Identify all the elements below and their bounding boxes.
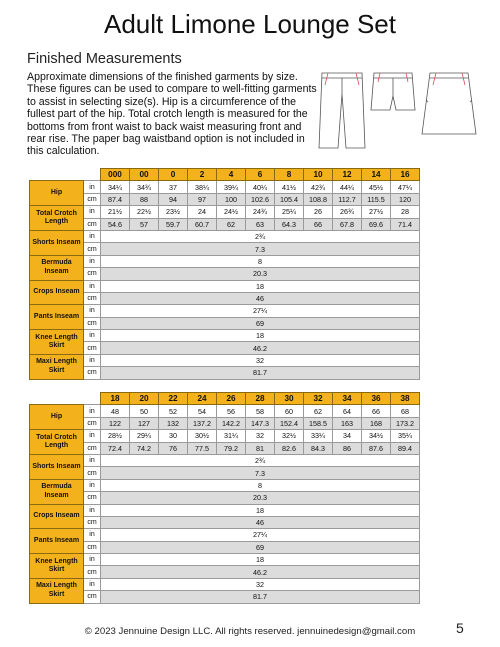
value-cell: 59.7 (159, 218, 188, 230)
value-cell-all-sizes: 69 (101, 317, 420, 329)
measurement-label: Crops Inseam (30, 504, 84, 529)
value-cell: 27½ (362, 206, 391, 218)
table-row (30, 206, 420, 218)
value-cell: 163 (333, 417, 362, 429)
size-header-row (30, 393, 420, 405)
size-header-cell: 28 (246, 393, 275, 405)
value-cell: 24¾ (246, 206, 275, 218)
table-row (30, 405, 420, 417)
size-header-cell: 14 (362, 169, 391, 181)
table-row (30, 317, 420, 329)
unit-cell: cm (84, 566, 101, 578)
unit-cell: in (84, 354, 101, 366)
value-cell-all-sizes: 7.3 (101, 467, 420, 479)
value-cell: 147.3 (246, 417, 275, 429)
value-cell: 142.2 (217, 417, 246, 429)
value-cell-all-sizes: 46.2 (101, 342, 420, 354)
value-cell: 30½ (188, 430, 217, 442)
table-row (30, 280, 420, 292)
value-cell: 54 (188, 405, 217, 417)
value-cell: 74.2 (130, 442, 159, 454)
table-row (30, 330, 420, 342)
unit-cell: cm (84, 218, 101, 230)
value-cell-all-sizes: 46.2 (101, 566, 420, 578)
unit-cell: cm (84, 467, 101, 479)
value-cell: 58 (246, 405, 275, 417)
measurement-label: Bermuda Inseam (30, 479, 84, 504)
table-row (30, 268, 420, 280)
measurement-label: Total Crotch Length (30, 430, 84, 455)
unit-cell: cm (84, 243, 101, 255)
value-cell: 21½ (101, 206, 130, 218)
value-cell: 79.2 (217, 442, 246, 454)
header-blank-cell (30, 393, 84, 405)
value-cell: 100 (217, 193, 246, 205)
value-cell: 23½ (159, 206, 188, 218)
value-cell: 28 (391, 206, 420, 218)
table-row (30, 454, 420, 466)
unit-cell: in (84, 479, 101, 491)
size-header-cell: 4 (217, 169, 246, 181)
table-row (30, 516, 420, 528)
value-cell: 56 (217, 405, 246, 417)
value-cell-all-sizes: 20.3 (101, 268, 420, 280)
unit-cell: in (84, 230, 101, 242)
value-cell: 63 (246, 218, 275, 230)
value-cell: 38¼ (188, 181, 217, 193)
value-cell-all-sizes: 8 (101, 255, 420, 267)
value-cell: 66 (304, 218, 333, 230)
unit-cell: in (84, 206, 101, 218)
value-cell: 64.3 (275, 218, 304, 230)
value-cell: 115.5 (362, 193, 391, 205)
value-cell: 57 (130, 218, 159, 230)
value-cell: 72.4 (101, 442, 130, 454)
value-cell-all-sizes: 2¾ (101, 454, 420, 466)
value-cell: 30 (159, 430, 188, 442)
value-cell: 108.8 (304, 193, 333, 205)
value-cell-all-sizes: 27¼ (101, 529, 420, 541)
value-cell-all-sizes: 46 (101, 292, 420, 304)
value-cell-all-sizes: 18 (101, 554, 420, 566)
unit-cell: cm (84, 367, 101, 379)
value-cell: 89.4 (391, 442, 420, 454)
unit-cell: in (84, 255, 101, 267)
size-header-cell: 8 (275, 169, 304, 181)
value-cell: 76 (159, 442, 188, 454)
unit-cell: in (84, 529, 101, 541)
value-cell: 22½ (130, 206, 159, 218)
size-header-cell: 22 (159, 393, 188, 405)
unit-cell: in (84, 330, 101, 342)
intro-paragraph: Approximate dimensions of the finished garments by size. These figures can be used to compare to well-fitting garments to assist in selecting size(s). Hip is a circumference of the fullest part of the hip. Total crotch length is measured for the bottoms from front waist to back waist measuring front and rear rise. The paper bag waistband option is not included in this calculation. (27, 71, 317, 158)
value-cell: 77.5 (188, 442, 217, 454)
value-cell: 34 (333, 430, 362, 442)
value-cell: 44¼ (333, 181, 362, 193)
value-cell: 32½ (275, 430, 304, 442)
table-row (30, 541, 420, 553)
shorts-illustration (371, 73, 415, 110)
value-cell: 40¼ (246, 181, 275, 193)
unit-cell: cm (84, 516, 101, 528)
table-row (30, 218, 420, 230)
table-row (30, 529, 420, 541)
measurement-label: Bermuda Inseam (30, 255, 84, 280)
garment-illustrations (316, 70, 486, 150)
unit-cell: in (84, 305, 101, 317)
value-cell: 41½ (275, 181, 304, 193)
value-cell: 60 (275, 405, 304, 417)
size-header-cell: 10 (304, 169, 333, 181)
header-blank-cell (30, 169, 84, 181)
unit-cell: cm (84, 417, 101, 429)
value-cell: 102.6 (246, 193, 275, 205)
pants-illustration (319, 73, 365, 148)
value-cell: 87.4 (101, 193, 130, 205)
measurement-label: Total Crotch Length (30, 206, 84, 231)
value-cell: 62 (217, 218, 246, 230)
unit-cell: in (84, 454, 101, 466)
size-header-cell: 32 (304, 393, 333, 405)
value-cell: 52 (159, 405, 188, 417)
value-cell: 120 (391, 193, 420, 205)
value-cell: 82.6 (275, 442, 304, 454)
table-row (30, 591, 420, 603)
size-header-cell: 000 (101, 169, 130, 181)
unit-cell: in (84, 430, 101, 442)
value-cell-all-sizes: 32 (101, 578, 420, 590)
table-row (30, 504, 420, 516)
value-cell-all-sizes: 8 (101, 479, 420, 491)
header-blank-cell (84, 169, 101, 181)
value-cell: 31¼ (217, 430, 246, 442)
unit-cell: cm (84, 591, 101, 603)
size-header-cell: 26 (217, 393, 246, 405)
value-cell: 81 (246, 442, 275, 454)
value-cell-all-sizes: 18 (101, 504, 420, 516)
header-blank-cell (84, 393, 101, 405)
value-cell-all-sizes: 46 (101, 516, 420, 528)
value-cell: 127 (130, 417, 159, 429)
value-cell: 168 (362, 417, 391, 429)
value-cell: 67.8 (333, 218, 362, 230)
value-cell-all-sizes: 18 (101, 280, 420, 292)
unit-cell: cm (84, 317, 101, 329)
value-cell-all-sizes: 2¾ (101, 230, 420, 242)
value-cell: 87.6 (362, 442, 391, 454)
size-header-cell: 6 (246, 169, 275, 181)
size-header-cell: 36 (362, 393, 391, 405)
value-cell: 97 (188, 193, 217, 205)
value-cell: 137.2 (188, 417, 217, 429)
value-cell: 45½ (362, 181, 391, 193)
size-header-cell: 30 (275, 393, 304, 405)
value-cell: 122 (101, 417, 130, 429)
measurement-label: Knee Length Skirt (30, 330, 84, 355)
value-cell: 24½ (217, 206, 246, 218)
table-row (30, 492, 420, 504)
unit-cell: in (84, 554, 101, 566)
table-row (30, 479, 420, 491)
table-row (30, 566, 420, 578)
size-header-cell: 12 (333, 169, 362, 181)
size-header-cell: 18 (101, 393, 130, 405)
value-cell: 105.4 (275, 193, 304, 205)
table-row (30, 467, 420, 479)
measurement-label: Hip (30, 181, 84, 206)
value-cell-all-sizes: 32 (101, 354, 420, 366)
measurement-label: Knee Length Skirt (30, 554, 84, 579)
unit-cell: cm (84, 541, 101, 553)
measurement-label: Maxi Length Skirt (30, 578, 84, 603)
value-cell-all-sizes: 18 (101, 330, 420, 342)
unit-cell: in (84, 504, 101, 516)
measurement-label: Pants Inseam (30, 529, 84, 554)
unit-cell: cm (84, 492, 101, 504)
value-cell: 47¼ (391, 181, 420, 193)
table-row (30, 417, 420, 429)
size-header-cell: 38 (391, 393, 420, 405)
value-cell-all-sizes: 27¼ (101, 305, 420, 317)
value-cell: 39¼ (217, 181, 246, 193)
value-cell: 29¼ (130, 430, 159, 442)
value-cell: 34½ (362, 430, 391, 442)
measurement-label: Shorts Inseam (30, 230, 84, 255)
section-subtitle: Finished Measurements (27, 51, 182, 67)
unit-cell: in (84, 181, 101, 193)
value-cell: 158.5 (304, 417, 333, 429)
table-row (30, 243, 420, 255)
table-row (30, 430, 420, 442)
value-cell: 132 (159, 417, 188, 429)
table-row (30, 305, 420, 317)
table-row (30, 354, 420, 366)
size-header-cell: 34 (333, 393, 362, 405)
value-cell: 26¾ (333, 206, 362, 218)
page-title: Adult Limone Lounge Set (104, 9, 396, 39)
table-row (30, 442, 420, 454)
value-cell: 84.3 (304, 442, 333, 454)
unit-cell: cm (84, 442, 101, 454)
value-cell: 94 (159, 193, 188, 205)
value-cell-all-sizes: 20.3 (101, 492, 420, 504)
value-cell: 25¼ (275, 206, 304, 218)
value-cell: 33¼ (304, 430, 333, 442)
size-header-cell: 00 (130, 169, 159, 181)
value-cell: 37 (159, 181, 188, 193)
value-cell: 68 (391, 405, 420, 417)
value-cell: 32 (246, 430, 275, 442)
skirt-illustration (422, 73, 476, 134)
value-cell: 54.6 (101, 218, 130, 230)
table-row (30, 342, 420, 354)
unit-cell: cm (84, 292, 101, 304)
value-cell: 48 (101, 405, 130, 417)
measurement-label: Crops Inseam (30, 280, 84, 305)
table-row (30, 230, 420, 242)
table-row (30, 554, 420, 566)
size-header-cell: 20 (130, 393, 159, 405)
value-cell: 71.4 (391, 218, 420, 230)
value-cell: 88 (130, 193, 159, 205)
measurements-table-large (29, 392, 420, 604)
value-cell-all-sizes: 7.3 (101, 243, 420, 255)
measurements-table-small (29, 168, 420, 380)
value-cell: 24 (188, 206, 217, 218)
value-cell: 34¼ (101, 181, 130, 193)
unit-cell: in (84, 280, 101, 292)
unit-cell: cm (84, 193, 101, 205)
value-cell-all-sizes: 69 (101, 541, 420, 553)
value-cell: 60.7 (188, 218, 217, 230)
value-cell: 86 (333, 442, 362, 454)
table-row (30, 255, 420, 267)
table-row (30, 193, 420, 205)
unit-cell: cm (84, 268, 101, 280)
value-cell-all-sizes: 81.7 (101, 367, 420, 379)
table-row (30, 578, 420, 590)
unit-cell: in (84, 405, 101, 417)
value-cell: 69.6 (362, 218, 391, 230)
value-cell: 34¾ (130, 181, 159, 193)
measurement-label: Hip (30, 405, 84, 430)
size-header-cell: 16 (391, 169, 420, 181)
measurement-label: Maxi Length Skirt (30, 354, 84, 379)
unit-cell: in (84, 578, 101, 590)
measurement-label: Pants Inseam (30, 305, 84, 330)
value-cell: 173.2 (391, 417, 420, 429)
value-cell: 42¾ (304, 181, 333, 193)
value-cell: 35¼ (391, 430, 420, 442)
value-cell: 66 (362, 405, 391, 417)
value-cell: 50 (130, 405, 159, 417)
value-cell-all-sizes: 81.7 (101, 591, 420, 603)
size-header-cell: 24 (188, 393, 217, 405)
table-row (30, 367, 420, 379)
size-header-row (30, 169, 420, 181)
unit-cell: cm (84, 342, 101, 354)
value-cell: 64 (333, 405, 362, 417)
value-cell: 26 (304, 206, 333, 218)
size-header-cell: 0 (159, 169, 188, 181)
value-cell: 152.4 (275, 417, 304, 429)
table-row (30, 292, 420, 304)
measurement-label: Shorts Inseam (30, 454, 84, 479)
value-cell: 28½ (101, 430, 130, 442)
page-number: 5 (456, 620, 464, 636)
table-row (30, 181, 420, 193)
value-cell: 62 (304, 405, 333, 417)
footer-copyright: © 2023 Jennuine Design LLC. All rights reserved. jennuinedesign@gmail.com (84, 626, 416, 637)
size-header-cell: 2 (188, 169, 217, 181)
value-cell: 112.7 (333, 193, 362, 205)
